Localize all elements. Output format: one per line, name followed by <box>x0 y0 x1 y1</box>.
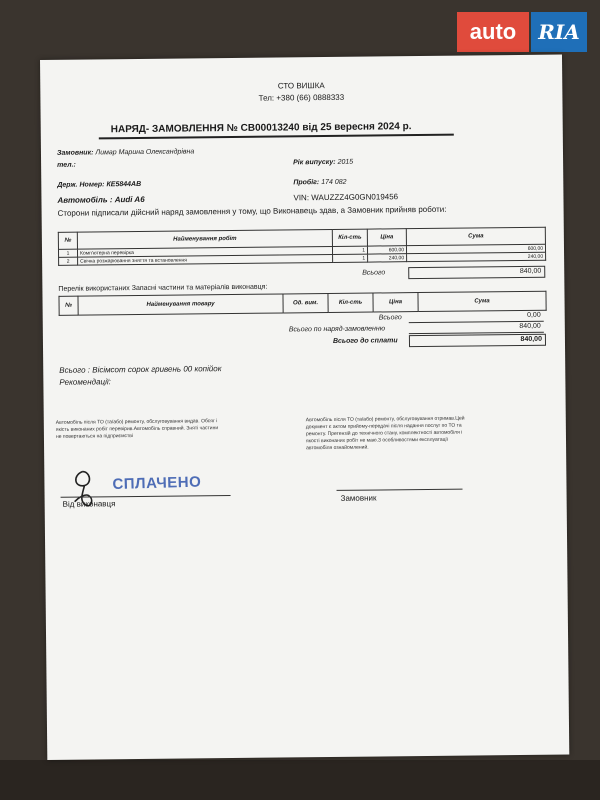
total-in-words: Всього : Вісімсот сорок гривень 00 копійок <box>59 364 222 375</box>
year-field: Рік випуску: 2015 <box>293 158 354 167</box>
contractor-signature-label: Від виконавця <box>62 499 116 509</box>
car-field: Автомобіль : Audi A6 <box>57 194 145 205</box>
col-work-name: Найменування робіт <box>77 229 332 249</box>
mileage-field: Пробіг: 174 082 <box>293 178 347 187</box>
to-pay-label: Всього до сплати <box>332 337 398 345</box>
plate-field: Держ. Номер: КЕ5844АВ <box>57 180 142 189</box>
works-total-value: 840,00 <box>408 266 545 279</box>
agreement-text: Сторони підписали дійсний наряд замовлення у тому, що Виконавець здав, а Замовник прийняв роботи: <box>57 204 447 218</box>
logo-auto: auto <box>457 12 529 52</box>
recommendations: Рекомендації: <box>59 377 111 387</box>
tel-field: тел.: <box>57 161 76 169</box>
order-total-label: Всього по наряд-замовленню <box>288 325 386 334</box>
col-qty: Кіл-сть <box>328 293 373 312</box>
works-table <box>58 227 546 266</box>
table-surface <box>0 760 600 800</box>
to-pay-value: 840,00 <box>409 334 546 347</box>
customer-signature-label: Замовник <box>340 493 377 503</box>
table-row: 1 Комп'ютерна перевірка 1 600,00 600,00 <box>58 244 545 257</box>
footer-customer-text: Автомобіль після ТО (та/або) ремонту, обслуговування отримав.Цей документ є актом прийому-передачі після надання послуг по ТО та ремонту. Претензій до технічного стану, комплектності автомобіля і якості виконаних робіт не маю.З особливостями експлуатації автомобіля ознайомлений. <box>305 415 465 452</box>
col-price: Ціна <box>367 229 406 246</box>
parts-total-label: Всього <box>378 314 402 322</box>
document-title: НАРЯД- ЗАМОВЛЕННЯ № СВ00013240 від 25 вересня 2024 р. <box>110 121 412 136</box>
company-phone: Тел: +380 (66) 0888333 <box>258 92 345 103</box>
col-unit: Од. вим. <box>283 293 328 312</box>
company-name: СТО ВИШКА <box>277 81 325 91</box>
footer-contractor-text: Автомобіль після ТО (та/або) ремонту, обслуговування видав. Обсяг і якість виконаних робіт перевірив.Автомобіль справний. Зняті частини не повертаються на підприємстві <box>55 418 219 440</box>
parts-total-value: 0,00 <box>409 311 544 323</box>
work-order-document <box>40 55 569 760</box>
col-product-name: Найменування товару <box>78 294 283 315</box>
col-number: № <box>59 296 78 315</box>
parts-title: Перелік використаних Запасні частини та матеріалів виконавця: <box>58 283 268 293</box>
customer-signature-line <box>337 489 463 491</box>
paid-stamp: СПЛАЧЕНО <box>112 473 202 494</box>
col-sum: Сума <box>406 227 545 245</box>
logo-ria: RIA <box>531 12 587 52</box>
col-sum: Сума <box>418 291 546 311</box>
works-total-label: Всього <box>362 269 386 277</box>
col-qty: Кіл-сть <box>332 229 367 246</box>
col-price: Ціна <box>373 293 418 312</box>
customer-field: Замовник: Лимар Марина Олександрівна <box>56 148 195 157</box>
vin-field: VIN: WAUZZZ4G0GN019456 <box>293 192 399 203</box>
autoria-logo <box>457 12 587 54</box>
order-total-value: 840,00 <box>409 322 544 334</box>
table-row: 2 Свічка розжарювання зняття та встановлення 1 240,00 240,00 <box>59 252 546 265</box>
col-number: № <box>58 232 77 249</box>
